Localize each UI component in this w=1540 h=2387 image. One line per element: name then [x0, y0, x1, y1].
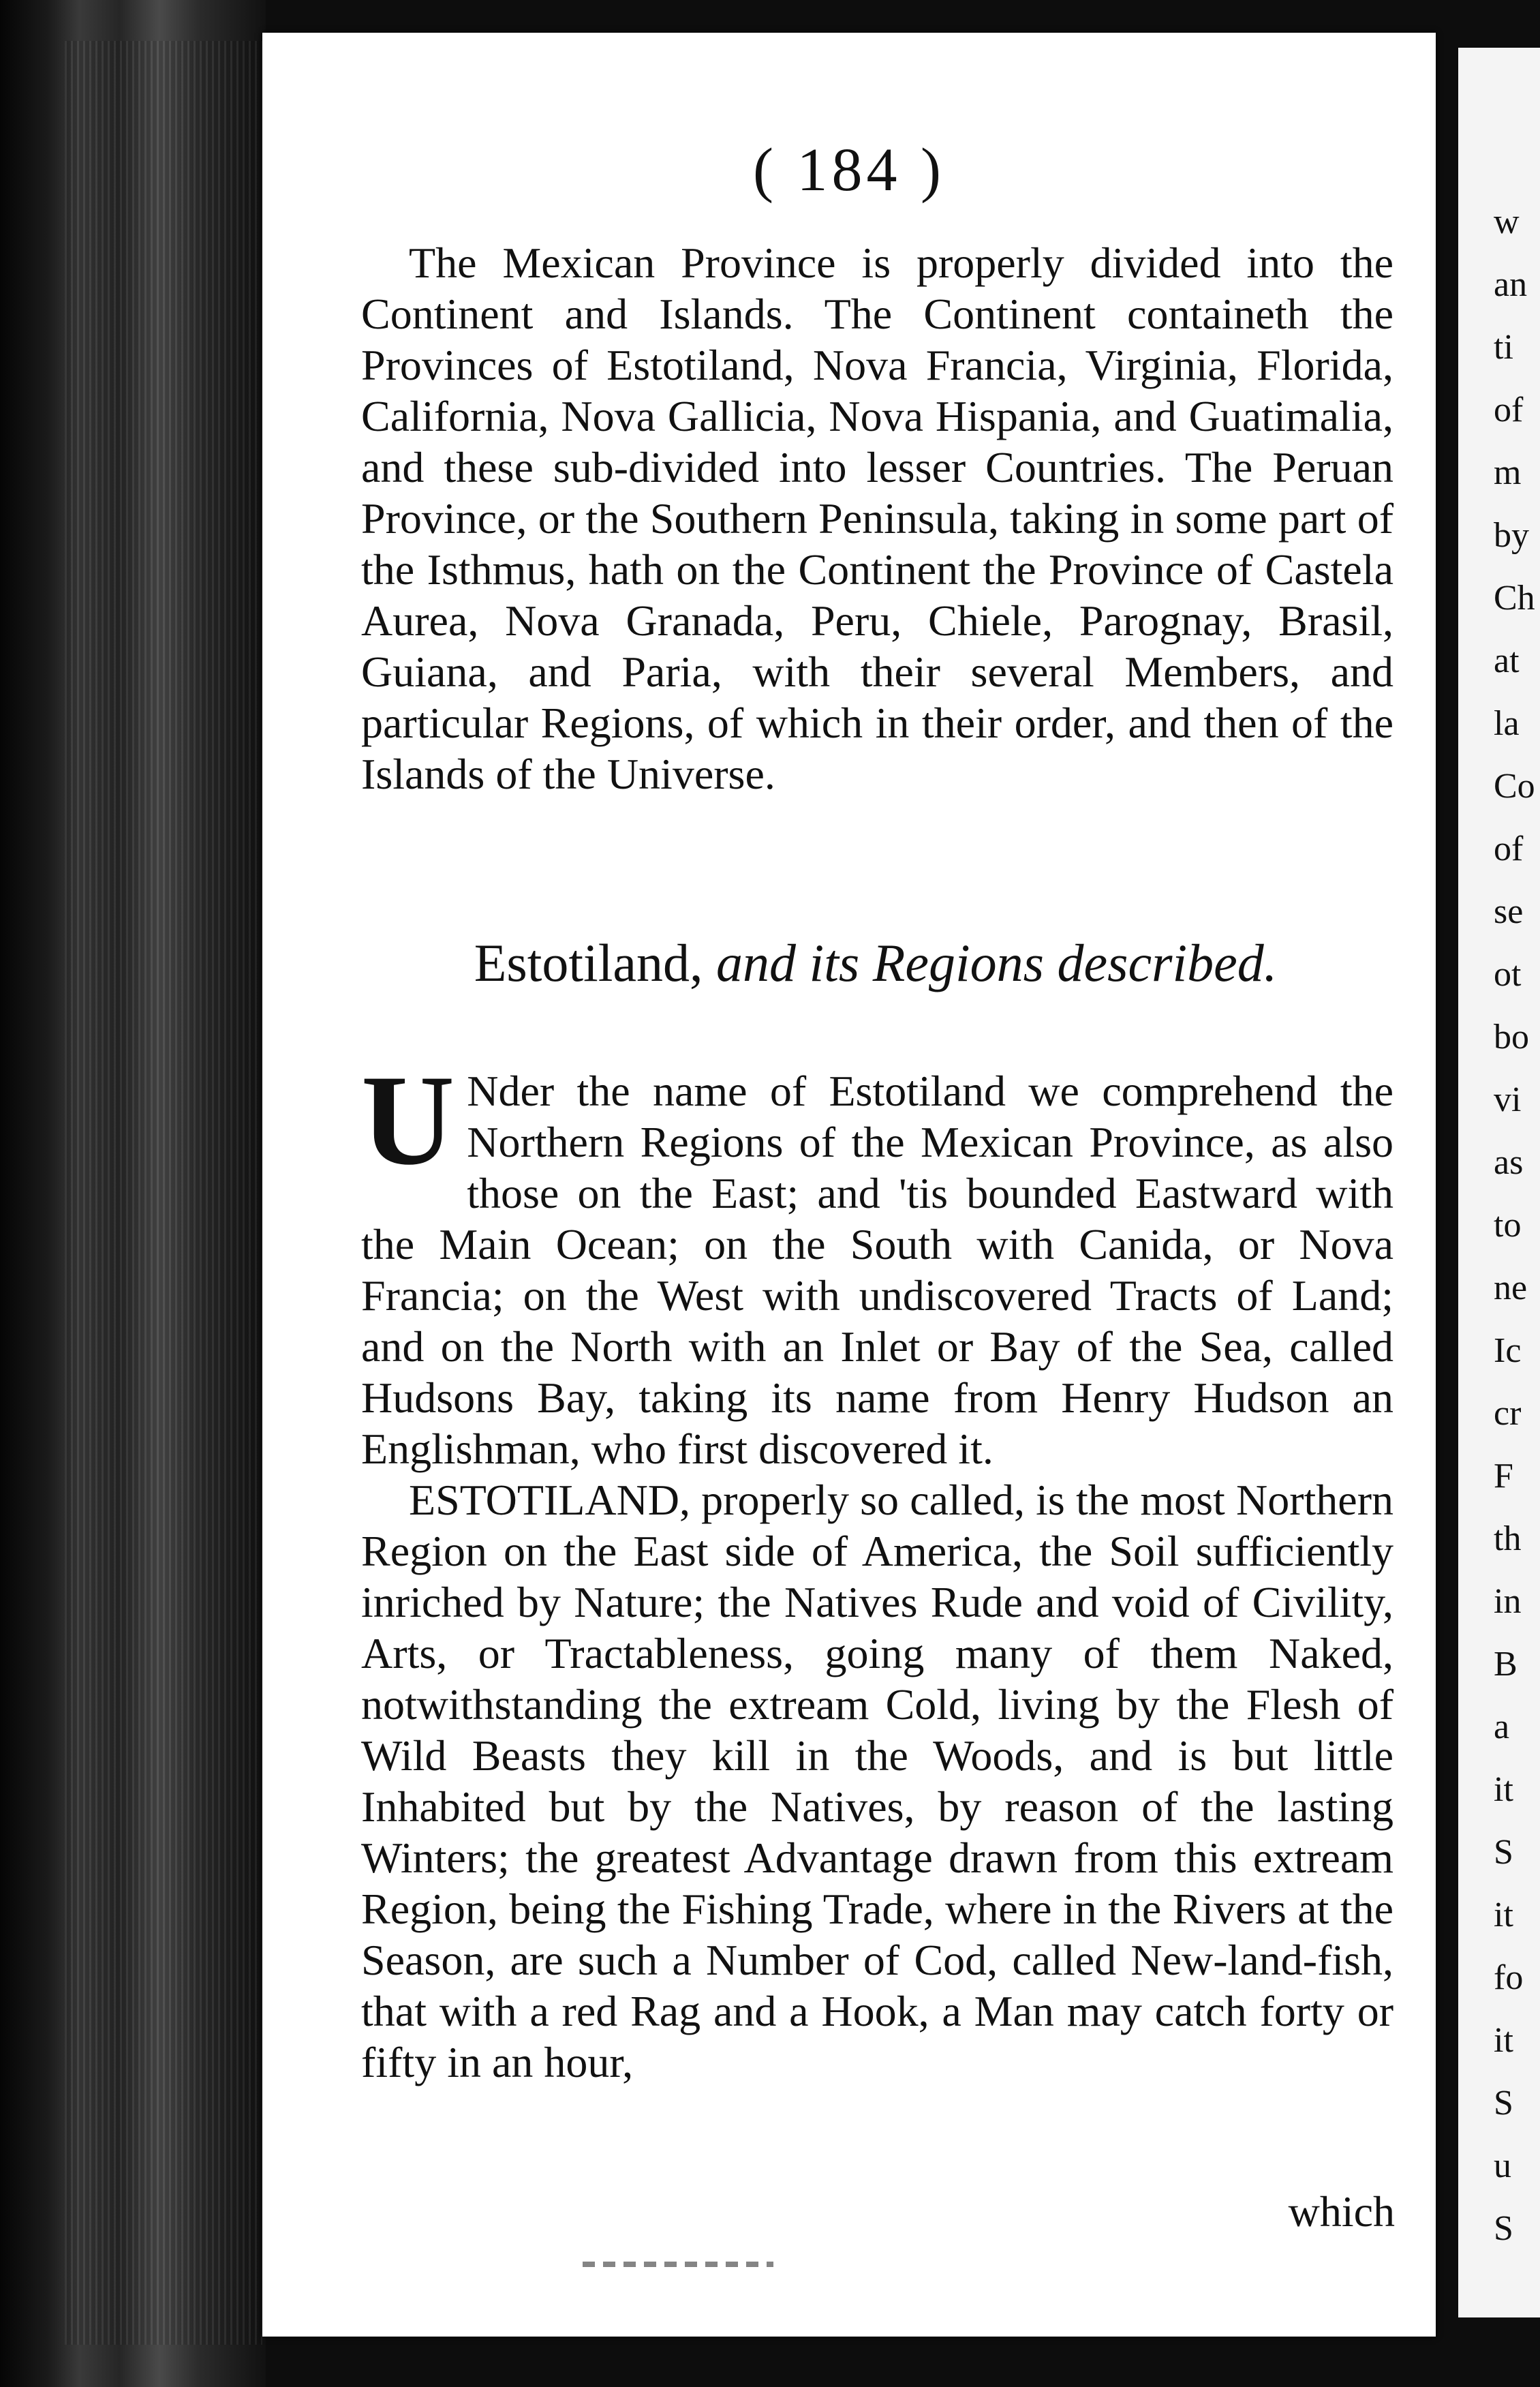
facing-page-fragment: at — [1494, 641, 1520, 680]
intro-paragraph: The Mexican Province is properly divided into the Continent and Islands. The Continent containeth the Provinces of Estotiland, Nova Francia, Virginia, Florida, California, Nova Gallicia, Nova Hispania, and Guatimalia, and these sub-divided into lesser Countries. The Peruan Province, or the Southern Peninsula, taking in some part of the Isthmus, hath on the Continent the Province of Castela Aurea, Nova Granada, Peru, Chiele, Parognay, Brasil, Guiana, and Paria, with their several Members, and particular Regions, of which in their order, and then of the Islands of the Universe. — [361, 239, 1393, 798]
book-page — [262, 33, 1436, 2337]
facing-page-fragment: as — [1494, 1143, 1524, 1182]
facing-page-fragment: F — [1494, 1457, 1513, 1495]
facing-page-fragment: by — [1494, 516, 1529, 555]
facing-page-fragment: to — [1494, 1206, 1522, 1245]
intro-text-block — [361, 237, 1393, 800]
facing-page-fragment: it — [1494, 2021, 1513, 2060]
section-heading — [358, 932, 1393, 994]
page-number: ( 184 ) — [753, 136, 945, 204]
facing-page-fragment: se — [1494, 892, 1524, 931]
facing-page-fragment: m — [1494, 453, 1522, 492]
facing-page-fragment: S — [1494, 2209, 1513, 2248]
section-paragraph-2: ESTOTILAND, properly so called, is the most Northern Region on the East side of America, the Soil sufficiently inriched by Nature; the Natives Rude and void of Civility, Arts, or Tractableness, going many of them Naked, notwithstanding the extream Cold, living by the Flesh of Wild Beasts they kill in the Woods, and is but little Inhabited but by the Natives, by reason of the lasting Winters; the greatest Advantage drawn from this extream Region, being the Fishing Trade, where in the Rivers at the Season, are such a Number of Cod, called New-land-fish, that with a red Rag and a Hook, a Man may catch forty or fifty in an hour, — [361, 1476, 1393, 2086]
facing-page-fragment: B — [1494, 1645, 1518, 1684]
heading-italic: and its Regions described. — [716, 933, 1278, 992]
facing-page-fragment: of — [1494, 830, 1524, 868]
facing-page-fragment: cr — [1494, 1394, 1522, 1433]
facing-page-fragment: la — [1494, 704, 1520, 743]
facing-page-fragment: it — [1494, 1896, 1513, 1934]
facing-page-fragment: in — [1494, 1582, 1522, 1621]
facing-page-fragment: vi — [1494, 1080, 1522, 1119]
section-paragraph-1 — [361, 1049, 1393, 1474]
facing-page-fragment: a — [1494, 1707, 1510, 1746]
facing-page-fragment: S — [1494, 1833, 1513, 1872]
facing-page-fragment: Co — [1494, 767, 1535, 806]
facing-page-edge — [1458, 48, 1540, 2317]
section-paragraph-1-text: Nder the name of Estotiland we comprehend the Northern Regions of the Mexican Province, as also those on the East; and 'tis bounded Eastward with the Main Ocean; on the South with Canida, or Nova Francia; on the West with undiscovered Tracts of Land; and on the North with an Inlet or Bay of the Sea, called Hudsons Bay, taking its name from Henry Hudson an Englishman, who first discovered it. — [361, 1067, 1393, 1473]
drop-cap: U — [361, 1049, 455, 1192]
facing-page-fragment: Ch — [1494, 579, 1535, 618]
facing-page-fragment: Ic — [1494, 1331, 1522, 1370]
facing-page-fragment: w — [1494, 202, 1520, 241]
facing-page-fragment: ne — [1494, 1268, 1528, 1307]
facing-page-fragment: it — [1494, 1770, 1513, 1809]
gutter-texture — [65, 41, 262, 2345]
facing-page-fragment: of — [1494, 391, 1524, 429]
section-body — [361, 1049, 1393, 2088]
facing-page-fragment: bo — [1494, 1018, 1529, 1056]
facing-page-fragment: ot — [1494, 955, 1522, 994]
facing-page-fragment: u — [1494, 2146, 1511, 2185]
facing-page-fragment: fo — [1494, 1958, 1524, 1997]
heading-plain: Estotiland, — [474, 933, 703, 992]
facing-page-fragment: an — [1494, 265, 1528, 304]
footer-print-marks — [583, 2262, 773, 2267]
facing-page-fragment: th — [1494, 1519, 1522, 1558]
facing-page-fragment: ti — [1494, 328, 1513, 367]
facing-page-fragment: S — [1494, 2084, 1513, 2123]
catchword: which — [1288, 2187, 1395, 2236]
